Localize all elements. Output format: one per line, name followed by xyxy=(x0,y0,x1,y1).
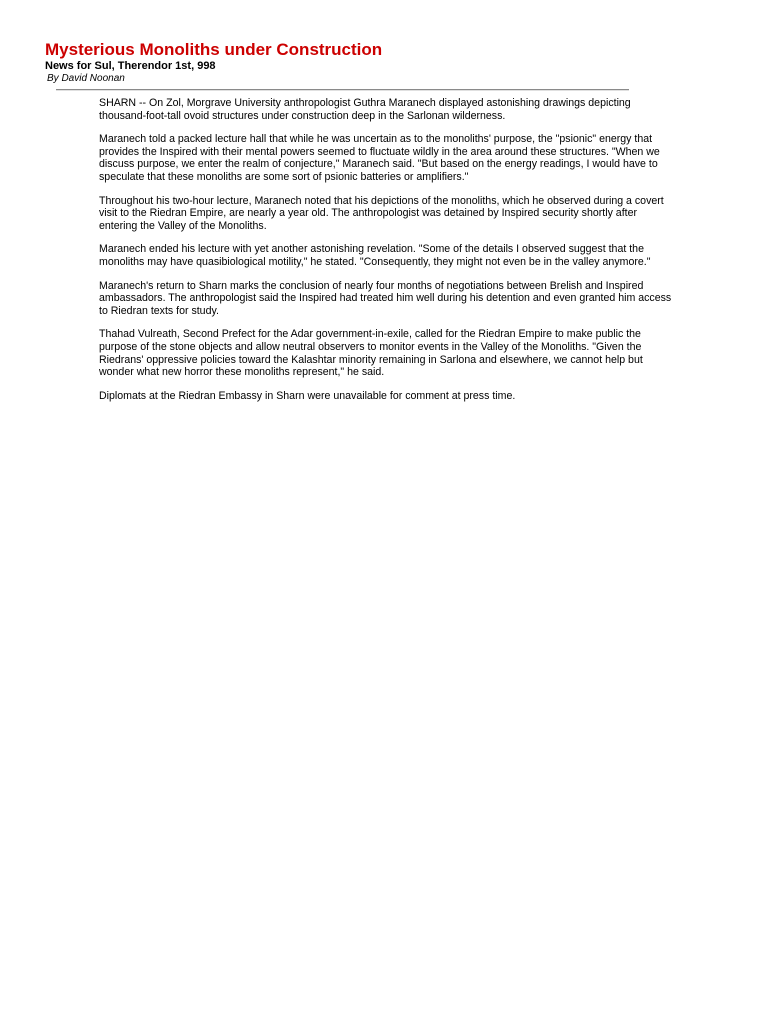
paragraph: Diplomats at the Riedran Embassy in Sharn were unavailable for comment at press time. xyxy=(99,389,516,402)
paragraph: SHARN -- On Zol, Morgrave University anthropologist Guthra Maranech displayed astonishing drawings depicting thousand-foot-tall ovoid structures under construction deep in the Sarlonan wilderness. xyxy=(99,97,631,122)
paragraph: Maranech ended his lecture with yet another astonishing revelation. "Some of the details I observed suggest that the monoliths may have quasibiological motility," he stated. "Consequently, they might not even be in the valley anymore." xyxy=(99,243,651,268)
horizontal-rule xyxy=(56,89,629,91)
byline: By David Noonan xyxy=(47,73,125,84)
article-header xyxy=(45,40,725,85)
paragraph: Throughout his two-hour lecture, Maranech noted that his depictions of the monoliths, which he observed during a covert visit to the Riedran Empire, are nearly a year old. The anthropologist was detained by Inspired security shortly after entering the Valley of the Monoliths. xyxy=(99,194,664,232)
paragraph: Thahad Vulreath, Second Prefect for the Adar government-in-exile, called for the Riedran Empire to make public the purpose of the stone objects and allow neutral observers to monitor events in the Valley of the Monoliths. "Given the Riedrans' oppressive policies toward the Kalashtar minority remaining in Sarlona and elsewhere, we cannot help but wonder what new horror these monoliths represent," he said. xyxy=(99,328,643,379)
article-body xyxy=(99,97,673,413)
paragraph: Maranech told a packed lecture hall that while he was uncertain as to the monoliths' purpose, the "psionic" energy that provides the Inspired with their mental powers seemed to fluctuate wildly in the area around these structures. "When we discuss purpose, we enter the realm of conjecture," Maranech said. "But based on the energy readings, I would have to speculate that these monoliths are some sort of psionic batteries or amplifiers." xyxy=(99,133,660,183)
dateline: News for Sul, Therendor 1st, 998 xyxy=(45,60,216,72)
headline: Mysterious Monoliths under Construction xyxy=(45,40,383,59)
paragraph: Maranech's return to Sharn marks the conclusion of nearly four months of negotiations between Brelish and Inspired ambassadors. The anthropologist said the Inspired had treated him well during his detention and even granted him access to Riedran texts for study. xyxy=(99,279,672,317)
